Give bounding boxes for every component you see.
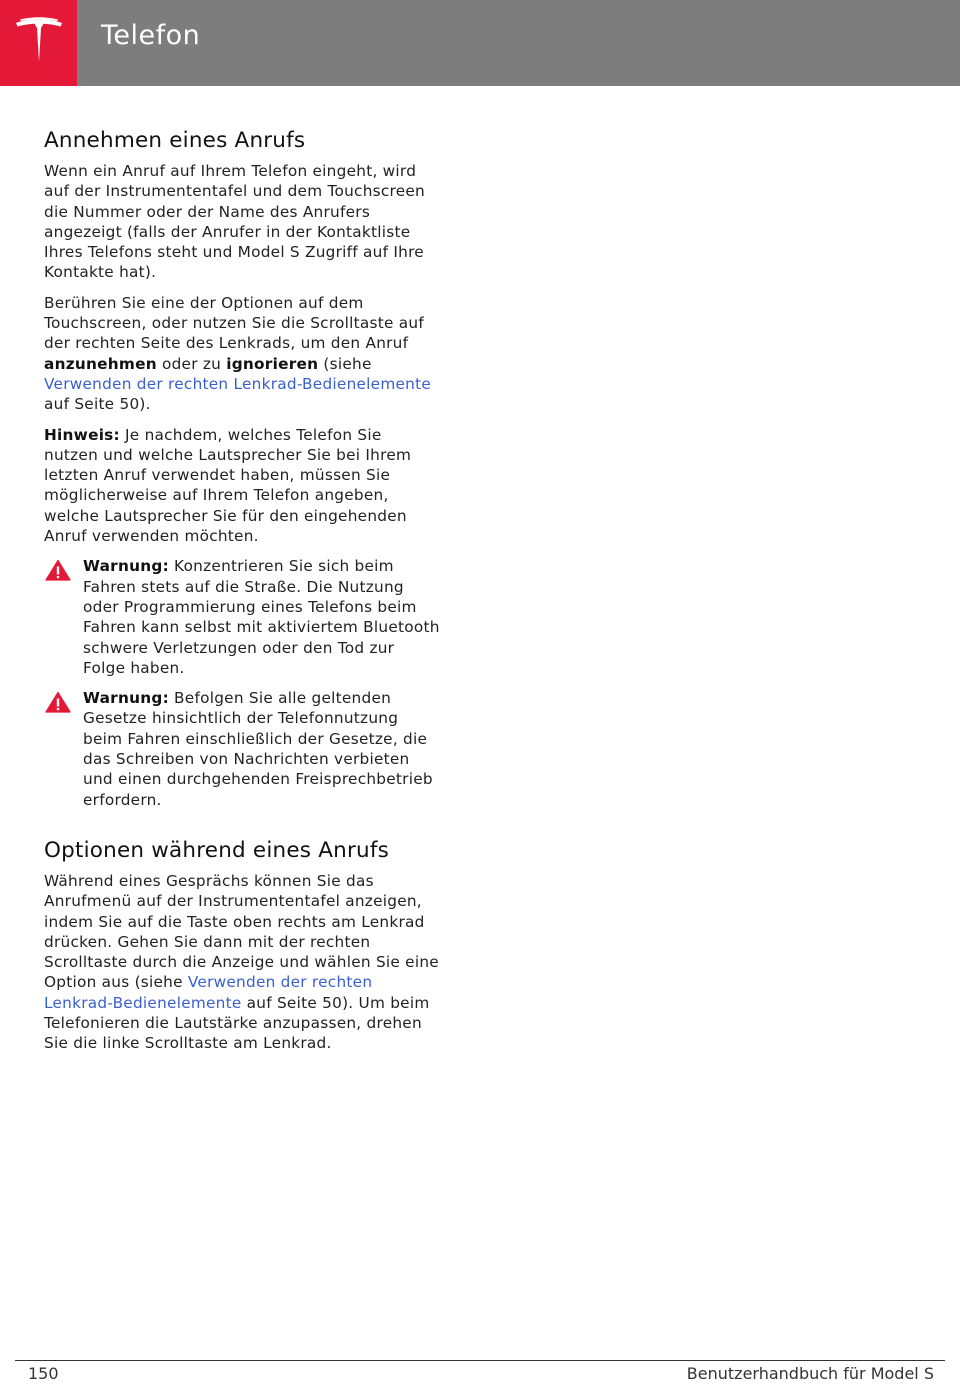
call-options-text-b: auf Seite 50). Um beim Telefonieren die Lautstärke anzupassen, drehen Sie die linke Scrolltaste am Lenkrad. [44,993,430,1053]
warning-body: Befolgen Sie alle geltenden Gesetze hinsichtlich der Telefonnutzung beim Fahren einschließlich der Gesetze, die das Schreiben von Nachrichten verbieten und einen durchgehenden Freisprechbetrieb erfordern. [83,689,433,809]
page-number: 150 [28,1364,59,1383]
warning-distraction-text [83,556,440,678]
logo-box [0,0,77,86]
tesla-logo-icon [14,17,64,69]
keyword-ignore: ignorieren [226,354,319,373]
answer-call-instructions [44,293,440,415]
footer-divider [15,1360,945,1361]
link-right-steering-controls-2[interactable]: Verwenden der rechten Lenkrad-Bedienelemente [44,973,373,1012]
warning-laws [44,688,440,810]
warning-triangle-icon [45,691,71,713]
warning-label: Warnung: [83,557,169,576]
instructions-text-c: oder zu [156,354,227,373]
note-label: Hinweis: [44,425,120,444]
page-title: Telefon [101,20,201,51]
section-heading-call-options: Optionen während eines Anrufs [44,837,389,863]
note-text: Je nachdem, welches Telefon Sie nutzen und welche Lautsprecher Sie bei Ihrem letzten Anruf verwendet haben, müssen Sie möglicherweise auf Ihrem Telefon angeben, welche Lautsprecher Sie für den eingehenden Anruf verwenden möchten. [44,425,412,546]
section-heading-answer-call: Annehmen eines Anrufs [44,128,306,153]
warning-triangle-icon [45,559,71,581]
keyword-answer: anzunehmen [44,354,157,373]
footer-book-title: Benutzerhandbuch für Model S [686,1364,934,1383]
instructions-text-a: Berühren Sie eine der Optionen auf dem Touchscreen, oder nutzen Sie die Scrolltaste auf der rechten Seite des Lenkrads, um den Anruf [44,293,424,353]
page-header [0,0,960,86]
instructions-text-f: auf Seite 50). [44,395,151,414]
instructions-text-e: (siehe [318,354,372,373]
main-content [44,128,440,1064]
answer-call-intro: Wenn ein Anruf auf Ihrem Telefon eingeht, wird auf der Instrumententafel und dem Touchscreen die Nummer oder der Name des Anrufers angezeigt (falls der Anrufer in der Kontaktliste Ihres Telefons steht und Model S Zugriff auf Ihre Kontakte hat). [44,162,425,282]
warning-laws-text [83,688,440,810]
call-options-text-a: Während eines Gesprächs können Sie das Anrufmenü auf der Instrumententafel anzeigen, indem Sie auf die Taste oben rechts am Lenkrad drücken. Gehen Sie dann mit der rechten Scrolltaste durch die Anzeige und wählen Sie eine Option aus (siehe [44,871,439,992]
warning-label: Warnung: [83,689,169,708]
warning-body: Konzentrieren Sie sich beim Fahren stets auf die Straße. Die Nutzung oder Programmierung eines Telefons beim Fahren kann selbst mit aktiviertem Bluetooth schwere Verletzungen oder den Tod zur Folge haben. [83,557,440,677]
call-options-paragraph [44,871,440,1054]
note-paragraph [44,425,440,547]
warning-distraction [44,556,440,678]
link-right-steering-controls[interactable]: Verwenden der rechten Lenkrad-Bedienelemente [44,374,432,393]
